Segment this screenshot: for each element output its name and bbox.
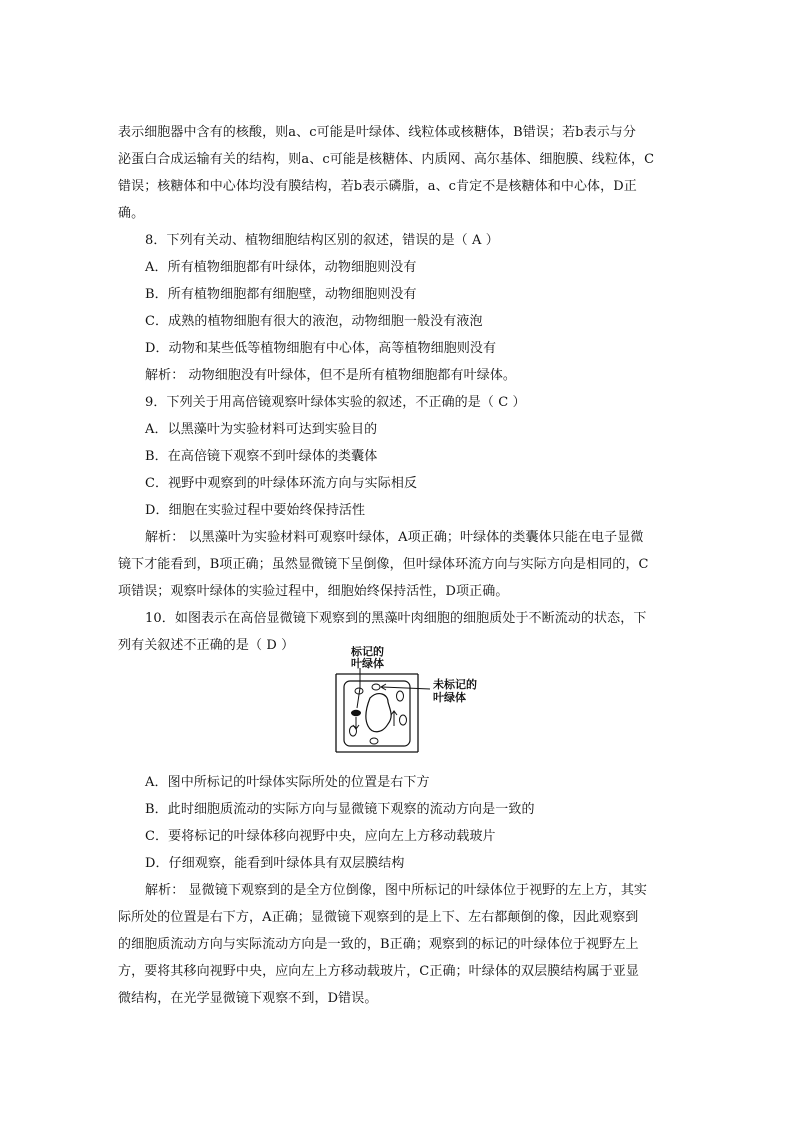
question-8-stem: 8．下列有关动、植物细胞结构区别的叙述，错误的是（ A ） [145, 233, 499, 248]
question-9-option-c: C．视野中观察到的叶绿体环流方向与实际相反 [145, 476, 418, 491]
question-10-option-d: D．仔细观察，能看到叶绿体具有双层膜结构 [145, 856, 405, 871]
question-9-option-d: D．细胞在实验过程中要始终保持活性 [145, 503, 366, 518]
marked-chloroplast-label-1: 标记的 [351, 646, 384, 658]
question-8-option-c: C．成熟的植物细胞有很大的液泡，动物细胞一般没有液泡 [145, 314, 483, 329]
question-10-option-c: C．要将标记的叶绿体移向视野中央，应向左上方移动载玻片 [145, 829, 496, 844]
text-line: 确。 [118, 206, 145, 221]
text-line: 镜下才能看到，B项正确；虽然显微镜下呈倒像，但叶绿体环流方向与实际方向是相同的，C [118, 557, 649, 572]
text-line: 际所处的位置是右下方，A正确；显微镜下观察到的是上下、左右都颠倒的像，因此观察到 [118, 910, 639, 925]
text-line: 泌蛋白合成运输有关的结构，则a、c可能是核糖体、内质网、高尔基体、细胞膜、线粒体，C [118, 152, 655, 167]
question-10-analysis: 解析： 显微镜下观察到的是全方位倒像，图中所标记的叶绿体位于视野的左上方，其实 [145, 883, 648, 898]
question-9-option-a: A．以黑藻叶为实验材料可达到实验目的 [145, 422, 378, 437]
question-8-option-d: D．动物和某些低等植物细胞有中心体，高等植物细胞则没有 [145, 341, 497, 356]
unmarked-chloroplast-label-1: 未标记的 [433, 678, 477, 691]
question-8-analysis: 解析： 动物细胞没有叶绿体，但不是所有植物细胞都有叶绿体。 [145, 368, 517, 383]
chloroplast-shape [397, 691, 404, 701]
vacuole-shape [366, 694, 391, 732]
question-9-stem: 9．下列关于用高倍镜观察叶绿体实验的叙述，不正确的是（ C ） [145, 395, 526, 410]
question-10-option-a: A．图中所标记的叶绿体实际所处的位置是右下方 [145, 775, 430, 790]
marked-chloroplast-label-2: 叶绿体 [351, 657, 384, 670]
cell-diagram [330, 646, 490, 756]
text-line: 列有关叙述不正确的是（ D ） [118, 638, 295, 653]
question-9-analysis: 解析： 以黑藻叶为实验材料可观察叶绿体，A项正确；叶绿体的类囊体只能在电子显微 [145, 530, 644, 545]
question-8-option-a: A．所有植物细胞都有叶绿体，动物细胞则没有 [145, 260, 417, 275]
chloroplast-shape [372, 684, 380, 690]
text-line: 的细胞质流动方向与实际流动方向是一致的，B正确；观察到的标记的叶绿体位于视野左上 [118, 937, 639, 952]
chloroplast-shape [400, 715, 407, 725]
unmarked-chloroplast-label-2: 叶绿体 [433, 691, 466, 704]
text-line: 项错误；观察叶绿体的实验过程中，细胞始终保持活性，D项正确。 [118, 584, 509, 599]
chloroplast-shape [370, 738, 378, 744]
question-9-option-b: B．在高倍镜下观察不到叶绿体的类囊体 [145, 449, 378, 464]
marked-chloroplast [351, 710, 361, 716]
text-line: 方，要将其移向视野中央，应向左上方移动载玻片，C正确；叶绿体的双层膜结构属于亚显 [118, 964, 639, 979]
text-line: 错误；核糖体和中心体均没有膜结构，若b表示磷脂，a、c肯定不是核糖体和中心体，D正 [118, 179, 637, 194]
question-10-option-b: B．此时细胞质流动的实际方向与显微镜下观察的流动方向是一致的 [145, 802, 535, 817]
cell-diagram-svg [330, 646, 490, 756]
question-8-option-b: B．所有植物细胞都有细胞壁，动物细胞则没有 [145, 287, 417, 302]
text-line: 微结构，在光学显微镜下观察不到，D错误。 [118, 991, 378, 1006]
question-10-stem: 10．如图表示在高倍显微镜下观察到的黑藻叶肉细胞的细胞质处于不断流动的状态，下 [145, 611, 647, 626]
text-line: 表示细胞器中含有的核酸，则a、c可能是叶绿体、线粒体或核糖体，B错误；若b表示与分 [118, 125, 637, 140]
